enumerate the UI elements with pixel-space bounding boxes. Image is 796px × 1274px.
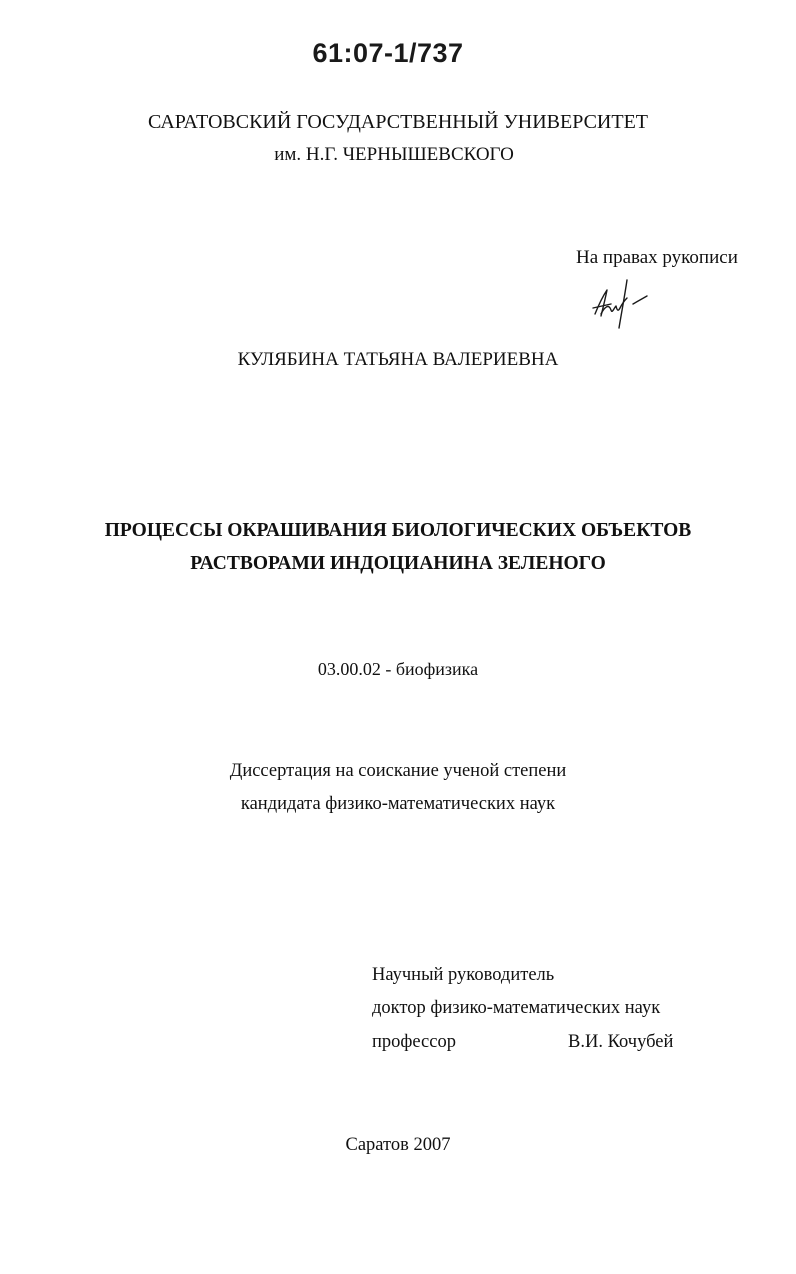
university-name: САРАТОВСКИЙ ГОСУДАРСТВЕННЫЙ УНИВЕРСИТЕТ [147, 111, 649, 133]
advisor-name: В.И. Кочубей [568, 1032, 674, 1052]
dissertation-title-line-2: РАСТВОРАМИ ИНДОЦИАНИНА ЗЕЛЕНОГО [190, 553, 606, 574]
degree-line-2: кандидата физико-математических наук [240, 794, 556, 814]
advisor-title: профессор [372, 1032, 456, 1052]
city-year: Саратов 2007 [345, 1135, 451, 1155]
dissertation-title-line-1: ПРОЦЕССЫ ОКРАШИВАНИЯ БИОЛОГИЧЕСКИХ ОБЪЕКТОВ [104, 520, 692, 541]
advisor-label: Научный руководитель [372, 965, 555, 985]
university-patron: им. Н.Г. ЧЕРНЫШЕВСКОГО [274, 144, 514, 165]
handwritten-signature [585, 270, 665, 332]
archive-code: 61:07-1/737 [312, 38, 464, 68]
advisor-degree: доктор физико-математических наук [372, 998, 661, 1018]
author-name: КУЛЯБИНА ТАТЬЯНА ВАЛЕРИЕВНА [237, 349, 559, 370]
specialty-code: 03.00.02 - биофизика [317, 659, 479, 679]
manuscript-note: На правах рукописи [576, 247, 738, 268]
degree-line-1: Диссертация на соискание ученой степени [229, 761, 567, 781]
